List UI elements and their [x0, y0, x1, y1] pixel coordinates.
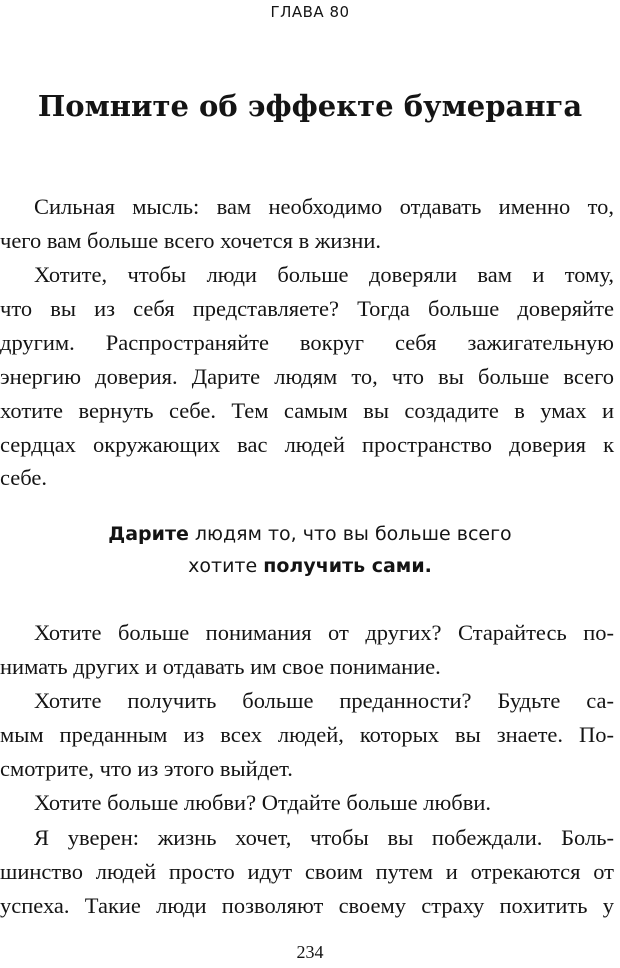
paragraph-2-line-7: себе. [0, 465, 48, 490]
paragraph-2-line-3: другим. Распространяйте вокруг себя зажигательную [0, 330, 614, 355]
chapter-title: Помните об эффекте бумеранга [37, 89, 583, 123]
paragraph-4-line-1: Хотите получить больше преданности? Будьте са- [34, 688, 614, 713]
paragraph-6-line-1: Я уверен: жизнь хочет, чтобы вы побеждали. Боль- [34, 825, 614, 850]
paragraph-6-line-3: успеха. Такие люди позволяют своему страху похитить у [0, 893, 614, 918]
paragraph-6-line-2: шинство людей просто идут своим путем и отрекаются от [0, 859, 614, 884]
paragraph-5-line-1: Хотите больше любви? Отдайте больше любви. [34, 790, 491, 815]
paragraph-4-line-3: смотрите, что из этого выйдет. [0, 756, 293, 781]
paragraph-1-line-1: Сильная мысль: вам необходимо отдавать именно то, [34, 194, 614, 219]
chapter-label: ГЛАВА 80 [270, 3, 350, 21]
paragraph-4-line-2: мым преданным из всех людей, которых вы знаете. По- [0, 722, 614, 747]
paragraph-3-line-1: Хотите больше понимания от других? Старайтесь по- [34, 620, 614, 645]
pull-quote-bold-end: получить сами. [263, 555, 432, 577]
pull-quote-text-start: хотите [188, 555, 264, 577]
paragraph-2-line-5: хотите вернуть себе. Тем самым вы создадите в умах и [0, 398, 614, 423]
paragraph-2-line-4: энергию доверия. Дарите людям то, что вы больше всего [0, 364, 614, 389]
pull-quote-text: людям то, что вы больше всего [188, 523, 512, 545]
paragraph-2-line-1: Хотите, чтобы люди больше доверяли вам и тому, [34, 262, 614, 287]
paragraph-3-line-2: нимать других и отдавать им свое понимание. [0, 654, 441, 679]
pull-quote-bold-start: Дарите [108, 523, 189, 545]
paragraph-1-line-2: чего вам больше всего хочется в жизни. [0, 228, 381, 253]
paragraph-2-line-6: сердцах окружающих вас людей пространство доверия к [0, 432, 614, 457]
pull-quote-line-1 [0, 519, 620, 549]
paragraph-2-line-2: что вы из себя представляете? Тогда больше доверяйте [0, 296, 614, 321]
pull-quote-line-2 [0, 551, 620, 581]
page-number: 234 [296, 942, 324, 962]
